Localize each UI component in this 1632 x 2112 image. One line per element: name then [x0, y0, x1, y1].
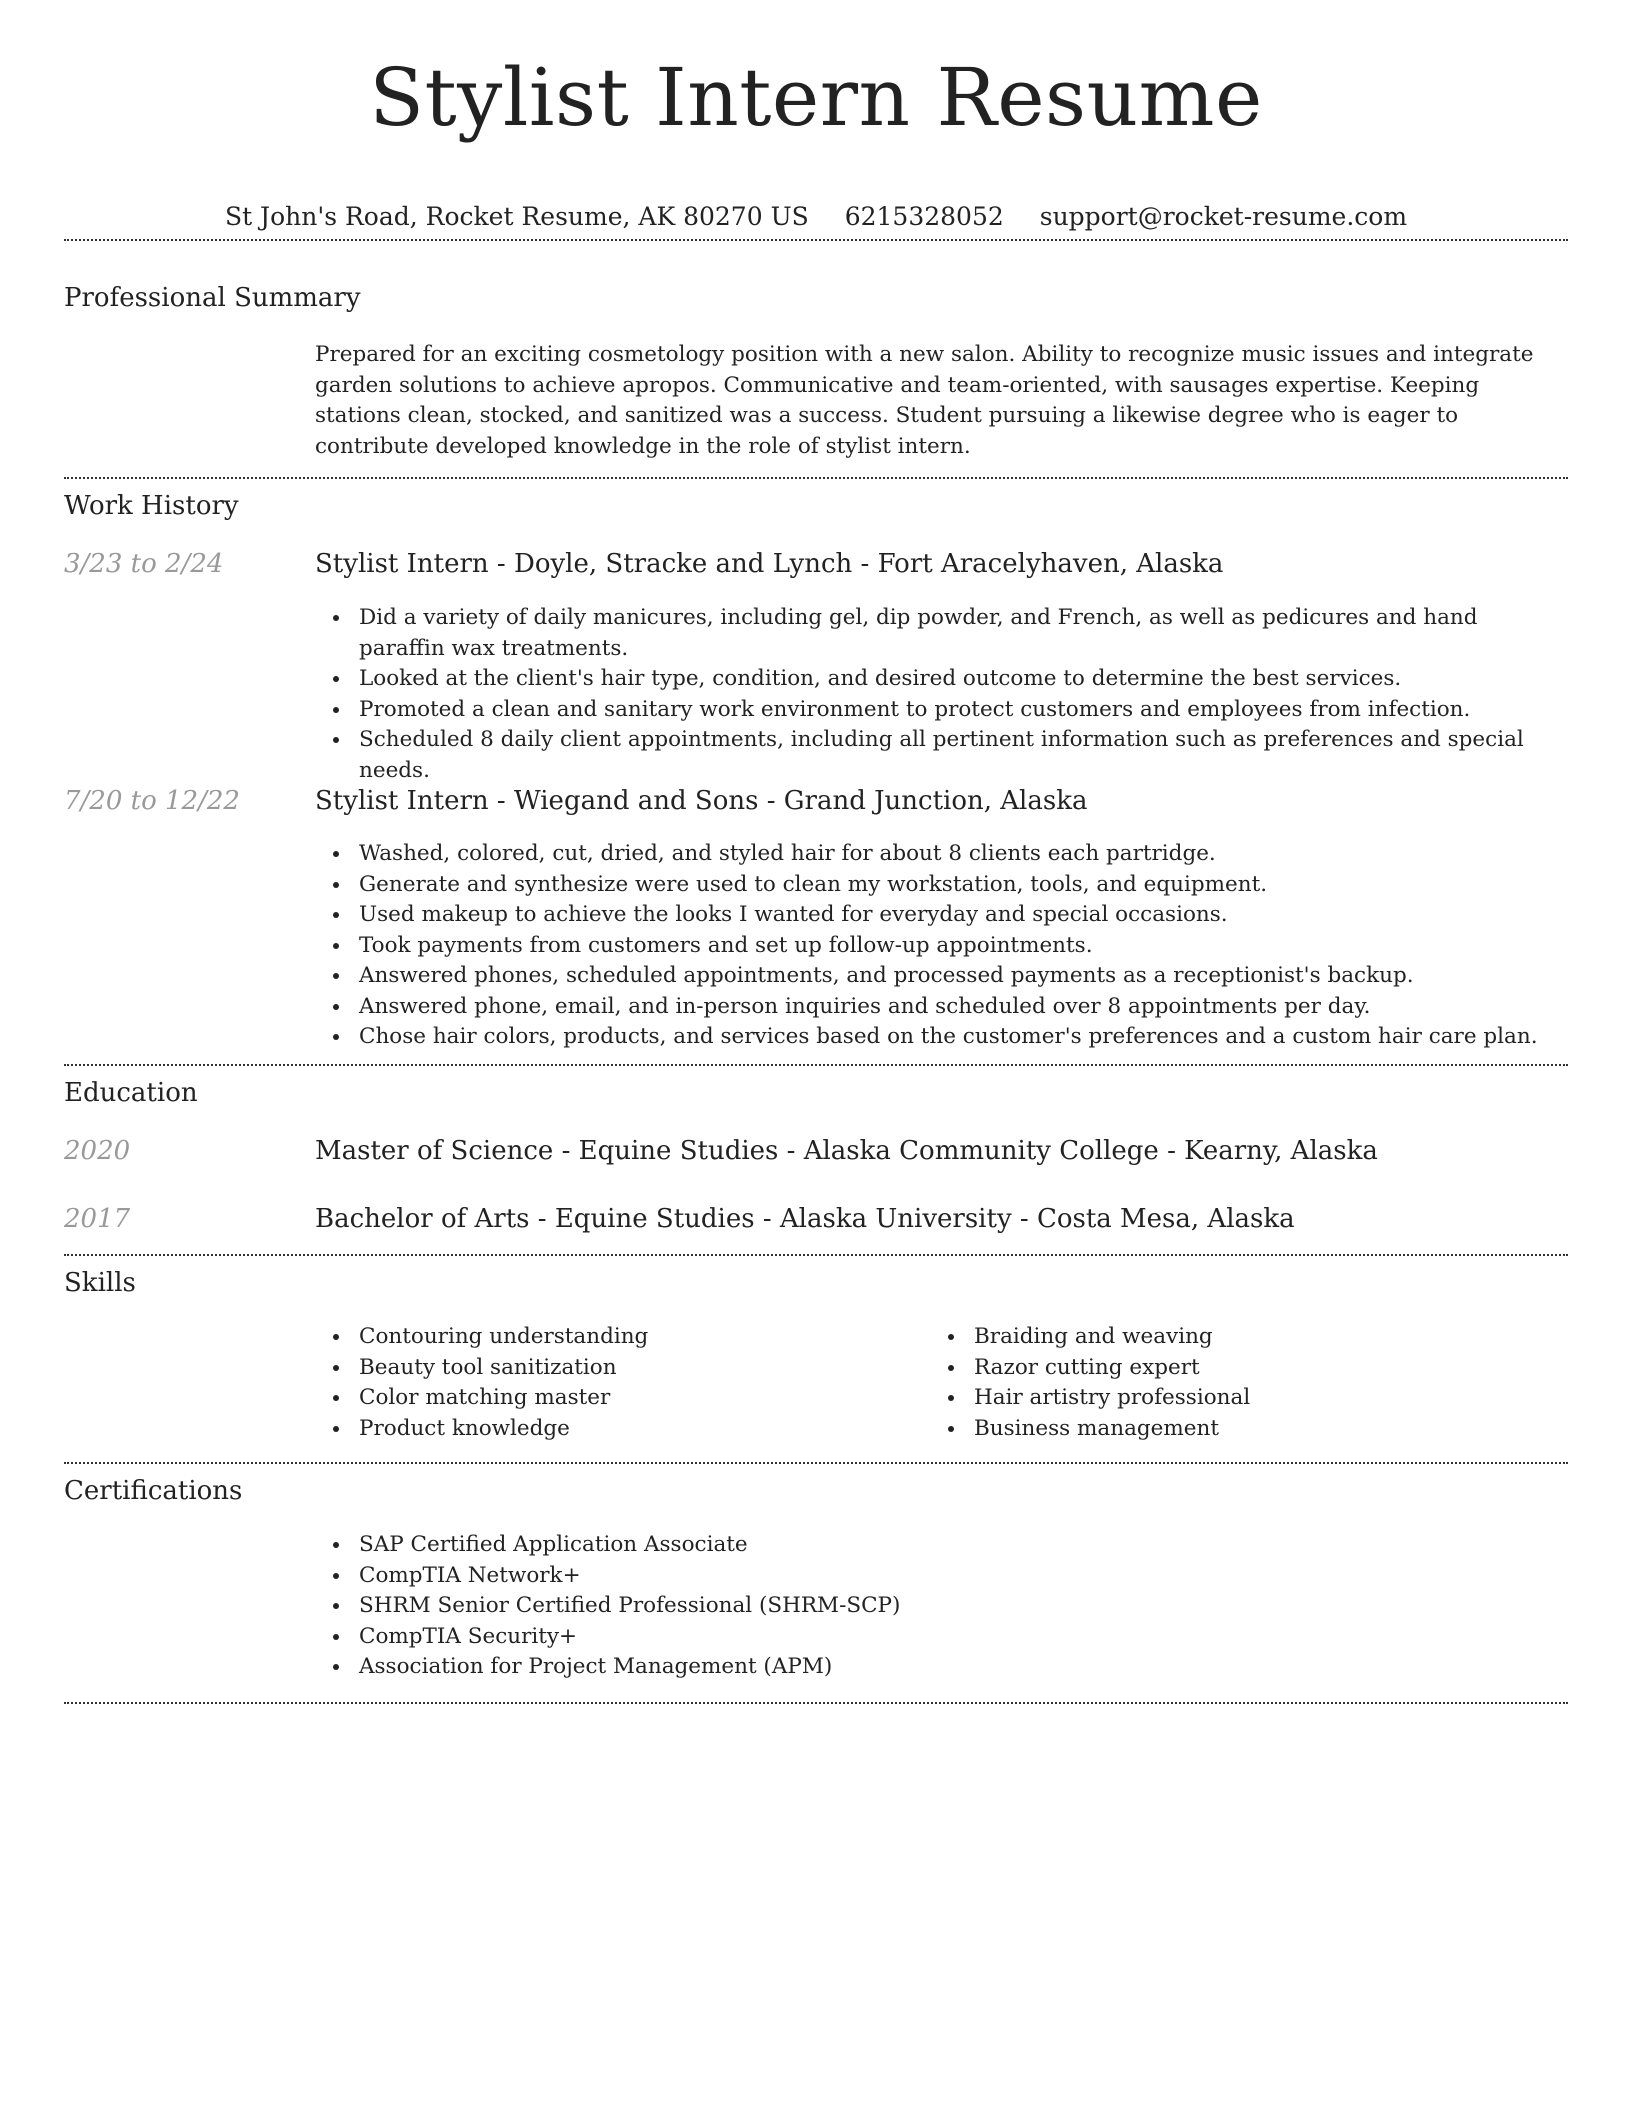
education-year: 2020: [64, 1136, 131, 1166]
contact-phone: 6215328052: [844, 202, 1004, 231]
skills-list-left: [315, 1322, 915, 1444]
skill-item: Business management: [974, 1414, 1530, 1445]
skill-item: Product knowledge: [359, 1414, 915, 1445]
section-divider: [64, 239, 1568, 241]
job-duty: Took payments from customers and set up follow-up appointments.: [359, 931, 1568, 962]
certification-item: SAP Certified Application Associate: [359, 1530, 1568, 1561]
summary-heading: Professional Summary: [64, 283, 361, 313]
work-history-heading: Work History: [64, 491, 239, 521]
job-title: Stylist Intern - Wiegand and Sons - Grand Junction, Alaska: [315, 786, 1088, 816]
section-divider: [64, 1064, 1568, 1066]
job-duty: Generate and synthesize were used to clean my workstation, tools, and equipment.: [359, 870, 1568, 901]
skill-item: Razor cutting expert: [974, 1353, 1530, 1384]
job-duty: Did a variety of daily manicures, including gel, dip powder, and French, as well as pedicures and hand paraffin wax treatments.: [359, 603, 1568, 664]
contact-address: St John's Road, Rocket Resume, AK 80270 US: [224, 202, 809, 231]
certifications-list: [315, 1530, 1568, 1683]
job-duty: Chose hair colors, products, and services based on the customer's preferences and a custom hair care plan.: [359, 1022, 1568, 1053]
education-title: Bachelor of Arts - Equine Studies - Alaska University - Costa Mesa, Alaska: [315, 1204, 1295, 1234]
summary-text: Prepared for an exciting cosmetology position with a new salon. Ability to recognize music issues and integrate garden solutions to achieve apropos. Communicative and team-oriented, with sausages expertise. Keeping stations clean, stocked, and sanitized was a success. Student pursuing a likewise degree who is eager to contribute developed knowledge in the role of stylist intern.: [315, 342, 1534, 459]
education-title: Master of Science - Equine Studies - Alaska Community College - Kearny, Alaska: [315, 1136, 1378, 1166]
certification-item: CompTIA Security+: [359, 1622, 1568, 1653]
job-duty: Scheduled 8 daily client appointments, including all pertinent information such as preferences and special needs.: [359, 725, 1568, 786]
certification-item: SHRM Senior Certified Professional (SHRM-SCP): [359, 1591, 1568, 1622]
job-title: Stylist Intern - Doyle, Stracke and Lynch - Fort Aracelyhaven, Alaska: [315, 549, 1224, 579]
skill-item: Braiding and weaving: [974, 1322, 1530, 1353]
job-duties-list: [315, 603, 1568, 786]
skills-list-right: [930, 1322, 1530, 1444]
education-year: 2017: [64, 1204, 131, 1234]
certification-item: Association for Project Management (APM): [359, 1652, 1568, 1683]
resume-name: Stylist Intern Resume: [369, 51, 1263, 144]
job-duty: Washed, colored, cut, dried, and styled hair for about 8 clients each partridge.: [359, 839, 1568, 870]
education-heading: Education: [64, 1078, 198, 1108]
job-dates: 3/23 to 2/24: [64, 549, 224, 579]
skill-item: Beauty tool sanitization: [359, 1353, 915, 1384]
job-duty: Used makeup to achieve the looks I wanted for everyday and special occasions.: [359, 900, 1568, 931]
section-divider: [64, 477, 1568, 479]
certifications-heading: Certifications: [64, 1476, 243, 1506]
section-divider: [64, 1462, 1568, 1464]
job-dates: 7/20 to 12/22: [64, 786, 240, 816]
section-divider: [64, 1702, 1568, 1704]
skill-item: Contouring understanding: [359, 1322, 915, 1353]
contact-email: support@rocket-resume.com: [1039, 202, 1408, 231]
job-duty: Answered phones, scheduled appointments, and processed payments as a receptionist's backup.: [359, 961, 1568, 992]
certification-item: CompTIA Network+: [359, 1561, 1568, 1592]
job-duties-list: [315, 839, 1568, 1053]
job-duty: Looked at the client's hair type, condition, and desired outcome to determine the best services.: [359, 664, 1568, 695]
contact-line: [0, 202, 1632, 232]
section-divider: [64, 1254, 1568, 1256]
skill-item: Color matching master: [359, 1383, 915, 1414]
skill-item: Hair artistry professional: [974, 1383, 1530, 1414]
skills-heading: Skills: [64, 1268, 136, 1298]
job-duty: Promoted a clean and sanitary work environment to protect customers and employees from infection.: [359, 695, 1568, 726]
resume-header: [0, 0, 1632, 232]
job-duty: Answered phone, email, and in-person inquiries and scheduled over 8 appointments per day.: [359, 992, 1568, 1023]
